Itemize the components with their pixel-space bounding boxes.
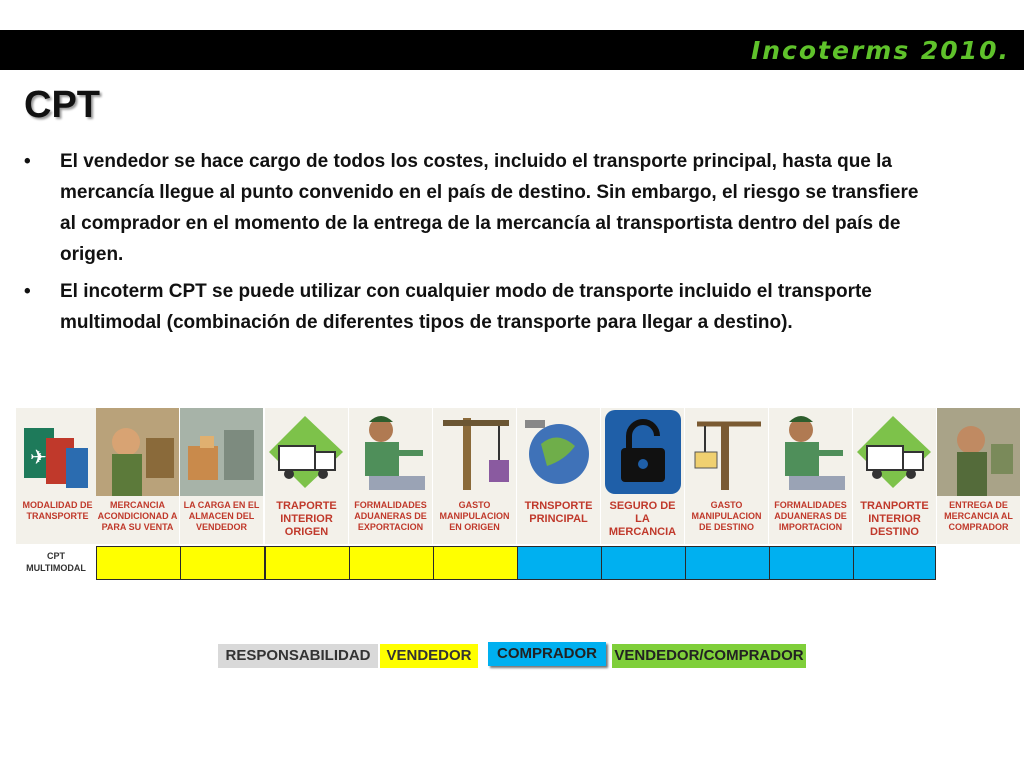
table-header-label: ENTREGA DE MERCANCIA AL COMPRADOR bbox=[944, 500, 1013, 532]
table-header-cell bbox=[685, 408, 768, 544]
table-header-cell bbox=[265, 408, 348, 544]
table-header-cell bbox=[180, 408, 263, 544]
table-header-label: SEGURO DE LA MERCANCIA bbox=[608, 500, 677, 538]
table-header-label: TRNSPORTE PRINCIPAL bbox=[524, 500, 593, 525]
truck-icon bbox=[265, 408, 348, 496]
warehouse-worker-icon bbox=[96, 408, 179, 496]
legend-vendedor: VENDEDOR bbox=[380, 644, 478, 668]
bullet-text: El incoterm CPT se puede utilizar con cualquier modo de transporte incluido el transporte multimodal (combinación de diferentes tipos de transporte para llegar a destino). bbox=[60, 281, 872, 333]
bullet-text: El vendedor se hace cargo de todos los costes, incluido el transporte principal, hasta que la mercancía llegue al punto convenido en el país de destino. Sin embargo, el riesgo se transfiere al comprador en el momento de la entrega de la mercancía al transportista dentro del país de origen. bbox=[60, 151, 919, 265]
legend-comprador: COMPRADOR bbox=[488, 642, 606, 666]
table-header-label: MERCANCIA ACONDICIONAD A PARA SU VENTA bbox=[97, 500, 178, 532]
bullet-dot: • bbox=[24, 151, 31, 172]
table-header-label: TRANPORTE INTERIOR DESTINO bbox=[860, 500, 929, 538]
responsibility-cell bbox=[180, 546, 265, 580]
responsibility-cell bbox=[517, 546, 602, 580]
legend-vendedor-comprador: VENDEDOR/COMPRADOR bbox=[612, 644, 806, 668]
responsibility-cell bbox=[349, 546, 434, 580]
responsibility-cell bbox=[433, 546, 518, 580]
top-bar bbox=[0, 30, 1024, 70]
table-header-label: LA CARGA EN EL ALMACEN DEL VENDEDOR bbox=[183, 500, 260, 532]
responsibility-cell bbox=[265, 546, 350, 580]
table-header-cell bbox=[349, 408, 432, 544]
table-header-cell bbox=[769, 408, 852, 544]
bullet-item bbox=[22, 276, 927, 338]
table-header-cell bbox=[433, 408, 516, 544]
row-label: CPT MULTIMODAL bbox=[16, 546, 96, 580]
table-header-label: FORMALIDADES ADUANERAS DE IMPORTACION bbox=[774, 500, 847, 532]
legend-responsabilidad: RESPONSABILIDAD bbox=[218, 644, 378, 668]
table-header-label: TRAPORTE INTERIOR ORIGEN bbox=[276, 500, 337, 538]
table-header-cell bbox=[601, 408, 684, 544]
transport-modes-icon bbox=[16, 408, 99, 496]
delivery-worker-icon bbox=[937, 408, 1020, 496]
slide-title: CPT bbox=[24, 84, 100, 126]
table-header-label: MODALIDAD DE TRANSPORTE bbox=[22, 500, 93, 521]
table-header-label: GASTO MANIPULACION EN ORIGEN bbox=[439, 500, 510, 532]
incoterm-table bbox=[16, 408, 1020, 580]
bullet-list bbox=[22, 146, 927, 344]
responsibility-cell bbox=[853, 546, 936, 580]
crane-destination-icon bbox=[685, 408, 768, 496]
table-header-cell bbox=[16, 408, 99, 544]
loading-warehouse-icon bbox=[180, 408, 263, 496]
responsibility-cell bbox=[601, 546, 686, 580]
table-header-label: FORMALIDADES ADUANERAS DE EXPORTACION bbox=[354, 500, 427, 532]
globe-transport-icon bbox=[517, 408, 600, 496]
customs-officer-icon bbox=[349, 408, 432, 496]
table-header-cell bbox=[96, 408, 179, 544]
bullet-item bbox=[22, 146, 927, 270]
responsibility-cell bbox=[769, 546, 854, 580]
crane-icon bbox=[433, 408, 516, 496]
table-header-cell bbox=[517, 408, 600, 544]
table-header-label: GASTO MANIPULACION DE DESTINO bbox=[691, 500, 762, 532]
responsibility-cell bbox=[685, 546, 770, 580]
responsibility-cell bbox=[96, 546, 181, 580]
bullet-dot: • bbox=[24, 281, 31, 302]
brand-title: Incoterms 2010. bbox=[750, 36, 1010, 65]
truck-icon bbox=[853, 408, 936, 496]
padlock-icon bbox=[601, 408, 684, 496]
table-header-cell bbox=[853, 408, 936, 544]
table-header-cell bbox=[937, 408, 1020, 544]
svg-text:✈: ✈ bbox=[30, 445, 47, 469]
customs-officer-icon bbox=[769, 408, 852, 496]
